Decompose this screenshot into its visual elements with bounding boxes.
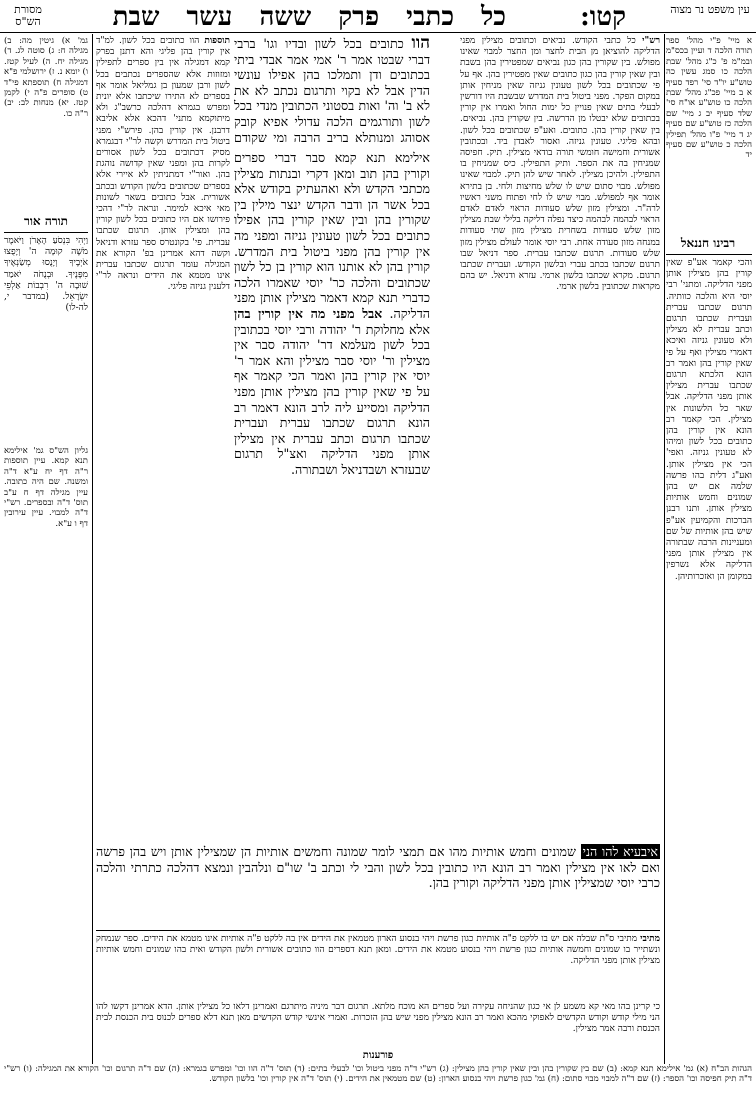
rashi-column <box>460 36 660 656</box>
ein-mishpat-text: א מיי' פ"י מהל' ספר תורה הלכה ד ועיין בכס"מ ובמ"מ פ' כ"ג מהל' שבת הלכה כו סמג עשין כה טוש"ע יו"ד סי' רפד סעיף א ב מיי' פכ"ג מהל' שבת הלכה כו טוש"ע או"ח סי' שלד סעיף יב ג מיי' שם הלכה כז טוש"ע שם סעיף יג ד מיי' פ"ו מהל' תפילין הלכה כ טוש"ע שם סעיף יד <box>666 36 752 161</box>
right-margin-rule <box>664 34 665 1064</box>
main-text-top <box>234 36 430 146</box>
rashi-title: רש"י <box>642 36 660 46</box>
rabbeinu-chananel-title: רבינו חננאל <box>680 236 736 250</box>
running-title: כל כתבי פרק ששה עשר שבת <box>112 2 506 32</box>
main-text-wide <box>96 844 660 926</box>
rashi-text-2: ומצילין מזון שלש סעודות הראוי לאדם לאדם הראוי לבהמה לבהמה כיצד נפלה דליקה בלילי שבת מצילין מזון שלש סעודות בשחרית מצילין מזון שתי סעודות במנחה מזון סעודה אחת. רבי יוסי אומר לעולם מצילין מזון שלש סעודות. תרגום שכתבו עברית. ספר דניאל שבו תרגום שכתבו בכתב עברי ובלשון הקודש. ועברית שכתבו תרגום. מקרא שכתבו בלשון ארמי. עזרא ודניאל. יש בהם מקראות שכתובין בלשון ארמי. <box>460 204 660 293</box>
page-header <box>0 0 756 32</box>
rabbeinu-chananel-text: והכי קאמר אע"פ שאין קורין בהן מצילין אותן מפני הדליקה. ומתני' רבי יוסי היא והלכה כוותיה. תרגום שכתבו עברית ועברית שכתבו תרגום וכתב עברית לא מצילין ולא טעונין גניזה ואיכא דאמרי מצילין ואף על פי שאין קורין בהן ואמר רב הונא הלכתא תרגום שכתבו עברית מצילין אותן מפני הדליקה. אבל שאר כל הלשונות אין מצילין. הכי קאמר רב הונא אין קורין בהן כתובים בכל לשון ומיהו לא טעונין גניזה. ואפי' הכי אין מצילין אותן. ואע"ג דלית בהו פרשה שלמה אם יש בהן שמונים וחמש אותיות מצילין אותן. ותנו רבנן הברכות והקמיעין אע"פ שיש בהן אותיות של שם ומעניינות הרבה שבתורה אין מצילין אותן מפני הדליקה אלא נשרפין במקומן הן ואזכרותיהן. <box>666 258 752 582</box>
main-text-2: אילימא תנא קמא סבר דברי ספרים וקורין בהן תוב ומאן דקרי ובנתות מצילין מכתבי הקדש ולא ואהעתיק בקודש אלא בכל אשר הן ודבר הקדש ינצר מילין בין שקורין בהן ובין שאין קורין בהן אפילו כתובים בכל לשון טעונין גניזה ומפני מה אין קורין בהן מפני ביטול בית המדרש. קורין בהן לא אותנו הוא קורין בן כל לשון שכתובים והלכה כר' יוסי שאמרו הלכה כדברי תנא קמא דאמר מצילין אותן מפני הדליקה. <box>234 150 430 321</box>
main-text-body <box>234 150 430 840</box>
main-text-4: שמונים וחמש אותיות מהו אם תמצי לומר שמונה וחמשים אותיות הן שמצילין אותן ויש בהן פרשה ואם לאו אין מצילין ואמר רב הונא היו כתובין בכל לשון והבי לי וכתב ב' שו"ם ונלהבין ונמצא דהלכה כתרתי והלכה כרבי יוסי שמצילין אותן מפני הדליקה וקורין בהן. <box>96 844 660 891</box>
tosafot-title: תוספות <box>204 36 230 46</box>
torah-or-column <box>4 236 88 436</box>
mesoret-label: מסורת הש"ס <box>14 3 42 28</box>
footer-title: פורענות <box>362 1050 394 1061</box>
tosafot-text: הוו כתובים בכל לשון. למ"ד אין קורין בהן פליגי והא דתנן בפרק קמא דמגילה אין בין ספרים לתפילין ומזוזות אלא שהספרים נכתבים בכל לשון ורבן שמעון בן גמליאל אומר אף בספרים לא התירו שיכתבו אלא יונית ומפרש בגמרא דהלכה כרשב"ג ולא מיתוקמא מתני' דהכא אלא אליבא דרבנן. אין קורין בהן. פירש"י מפני ביטול בית המדרש וקשה לר"י דבגמרא מסיק דכתובים בכל לשון אסורים לקרות בהן ומפני שאין קדושה נוהגת בהן. ואור"י דמתניתין לא איירי אלא בספרים שכתובים בלשון הקודש ובכתב אשורית. אבל כתובים בשאר לשונות מאי איכא למימר. ונראה לר"י דהכי פירושו אם היו כתובים בכל לשון קורין בהן ומצילין אותן. תרגום שכתבו עברית. פי' בקונטרס ספר עזרא ודניאל וקשה דהא אמרינן בפ' הקורא את המגילה עומד תרגום שכתבו עברית אינו מטמא את הידים ונראה לר"י דלענין גניזה פליגי. <box>96 36 230 293</box>
gilyon-column <box>4 446 88 826</box>
rashi-text: כל כתבי הקודש. נביאים וכתובים מצילין מפני הדליקה להוציאן מן הבית לחצר ומן החצר למבוי שאינו מפולש. בין שקורין בהן כגון נביאים שמפטירין בהן בשבת ובין שאין קורין בהן כגון כתובים שאין מפטירין בהן. אף על פי שכתובים בכל לשון טעונין גניזה שאין מניחין אותן במקום הפקר. מפני ביטול בית המדרש שבשבת היו דורשין לבעלי בתים שאין פנויין כל ימות החול ואמרו אין קורין בכתובים שלא יבטלו מן הדרשה. בין שקורין בהן. נביאים. בין שאין קורין בהן. כתובים. ואע"פ שכתובים בכל לשון. ובהא פליגי. טעונין גניזה. ואסור לאבדן ביד. ובכתובין אשורית וחמישה חומשי תורה בודאי מצילין. תיק. חפיסה שמניחין בה את הספר. ותיק התפילין. כיס שמניחין בו התפילין. ולהיכן מצילין. לאחר שיש להן תיק. למבוי שאינו מפולש. מבוי סתום שיש לו שלש מחיצות ולחי. בן בתירא אומר אף למפולש. מבוי שיש לו לחי ופתוח משני ראשיו לרה"ר. <box>460 36 660 215</box>
gilyon-text: גליון הש"ס גמ' אילימא תנא קמא. עיין תוספות ר"ה דף יח ע"א ד"ה ומשנה. שם היה כתובה. עיין מגילה דף ח ע"ב תוס' ד"ה ובספרים. רש"י ד"ה למבוי. עיין עירובין דף ו ע"א. <box>4 446 88 529</box>
bottom-notes-text: הגהות הב"ח (א) גמ' אילימא תנא קמא: (ב) שם בין שקורין בהן ובין שאין קורין בהן מצילין: (ג) רש"י ד"ה מפני ביטול וכו' לבעלי בתים: (ד) תוס' ד"ה הוו וכו' ומפרש בגמרא: (ה) שם ד"ה תרגום וכו' הקורא את המגילה: (ו) רש"י ד"ה תיק חפיסה וכו' הספר: (ז) שם ד"ה למבוי מבוי סתום: (ח) גמ' כגון פרשת ויהי בנסוע הארון: (ט) שם מטמאין את הידים. (י) תוס' ד"ה אין קורין וכו' בלשון הקודש. <box>4 1064 752 1085</box>
torah-or-rule <box>4 232 88 233</box>
footnote-text-1: מתיבי ס"ת שבלה אם יש בו ללקט פ"ה אותיות כגון פרשת ויהי בנסוע הארון מטמאין את הידים אין בה ללקט פ"ה אותיות אינו מטמא את הידים. ספר שנמחק ונשתייר בו שמונים וחמשה אותיות כגון פרשת ויהי בנסוע מטמא את הידים. ומאן תנא דספרים הוו כתובים אשורית ולשון הקודש ואית בהו שמונים וחמש אותיות מצילין אותן מפני הדליקה. <box>96 934 660 967</box>
highlighted-phrase: איבעיא להו הני <box>582 844 658 859</box>
mesoret-text: גמ' א) גיטין מה: ב) מגילה ח: ג) סוטה לג. ד) מגילה יח. ה) לעיל קטז. ו) יומא נ. ז) ירושלמי פ"א דמגילה ח) תוספתא פי"ד ט) סופרים פ"ה י) לקמן קטז. יא) מנחות לב: יב) ר"ה כו. <box>4 36 88 119</box>
bottom-notes <box>4 1064 752 1096</box>
folio-number: קטו: <box>580 2 626 32</box>
chananel-rule <box>666 254 752 255</box>
main-text-1: כתובים בכל לשון ובדיו וגו' ברבי דברי שבטו אמר ר' אמי אמר אבדי ביתי בכתובים ודן ותמלכו בהן אפילו עונשי הדין אבל לא בקוי ותרגום נכתב לא את לא ב' וה' ואות בסטוני הכתובין מנדי בכל לשון ותורגמים הלכה עדולי אפיא קובק אסוהג ומנותלא בריב הרבה ומי שקודם <box>234 36 430 145</box>
footnote-text-2: כי קרינן בהו מאי קא משמע לן אי כגון שהניחה עקירה ועל ספרים הא מוכח מלתא. תרגום דבר מיניה מיתרגם ואמרינן דלאו כל מצילין אותן. הדא אמרינן דקשו להו הני מילי קודש וקודש הקדשים לאפוקי מהכא ואמר רב הונא מצילין מפני שיש בהן הזכרות. ואמרי אינשי קודש הקדשים מאן תנא דלא ספרים לכנוס בית הכנסת לבית הכנסת ורבה אמר מצילין. <box>96 1002 660 1035</box>
opening-word: הוו <box>411 36 430 53</box>
rabbeinu-chananel-column <box>666 258 752 1058</box>
ein-mishpat-label: עין משפט נר מצוה <box>670 3 750 16</box>
ein-mishpat-column <box>666 36 752 226</box>
header-rule <box>0 32 756 33</box>
tosafot-column <box>96 36 230 836</box>
main-text-3: אלא מחלוקת ר' יהודה ורבי יוסי בכתובין בכל לשון מעלמא דר' יהודה סבר אין מצילין ור' יוסי סבר מצילין והא אמר ר' יוסי אין קורין בהן ואמר הכי קאמר אף על פי שאין קורין בהן מצילין אותן מפני הדליקה ומסייע ליה לרב הונא דאמר רב הונא תרגום שכתבו עברית ועברית שכתבו תרגום וכתב עברית אין מצילין אותן מפני הדליקה ואצ"ל תרגום שבעזרא ושבדניאל ושבתורה. <box>234 321 430 477</box>
footnote-lead: מתיבי <box>640 934 660 944</box>
torah-or-title: תורה אור <box>23 214 69 228</box>
lower-rule <box>96 930 660 931</box>
mesoret-column <box>4 36 88 208</box>
footnote-block-1 <box>96 934 660 1000</box>
left-margin-rule <box>92 34 93 1064</box>
footnote-block-2 <box>96 1002 660 1046</box>
torah-or-text: וַיְהִי בִּנְסֹעַ הָאָרֹן וַיֹּאמֶר מֹשֶׁה קוּמָה ה' וְיָפֻצוּ אֹיְבֶיךָ וְיָנֻסוּ מְשַׂנְאֶיךָ מִפָּנֶיךָ. וּבְנֻחֹה יֹאמַר שׁוּבָה ה' רִבְבוֹת אַלְפֵי יִשְׂרָאֵל. (במדבר י, לה-לו) <box>4 236 88 314</box>
mishna-title: אבל מפני מה אין קורין בהן <box>234 305 383 321</box>
